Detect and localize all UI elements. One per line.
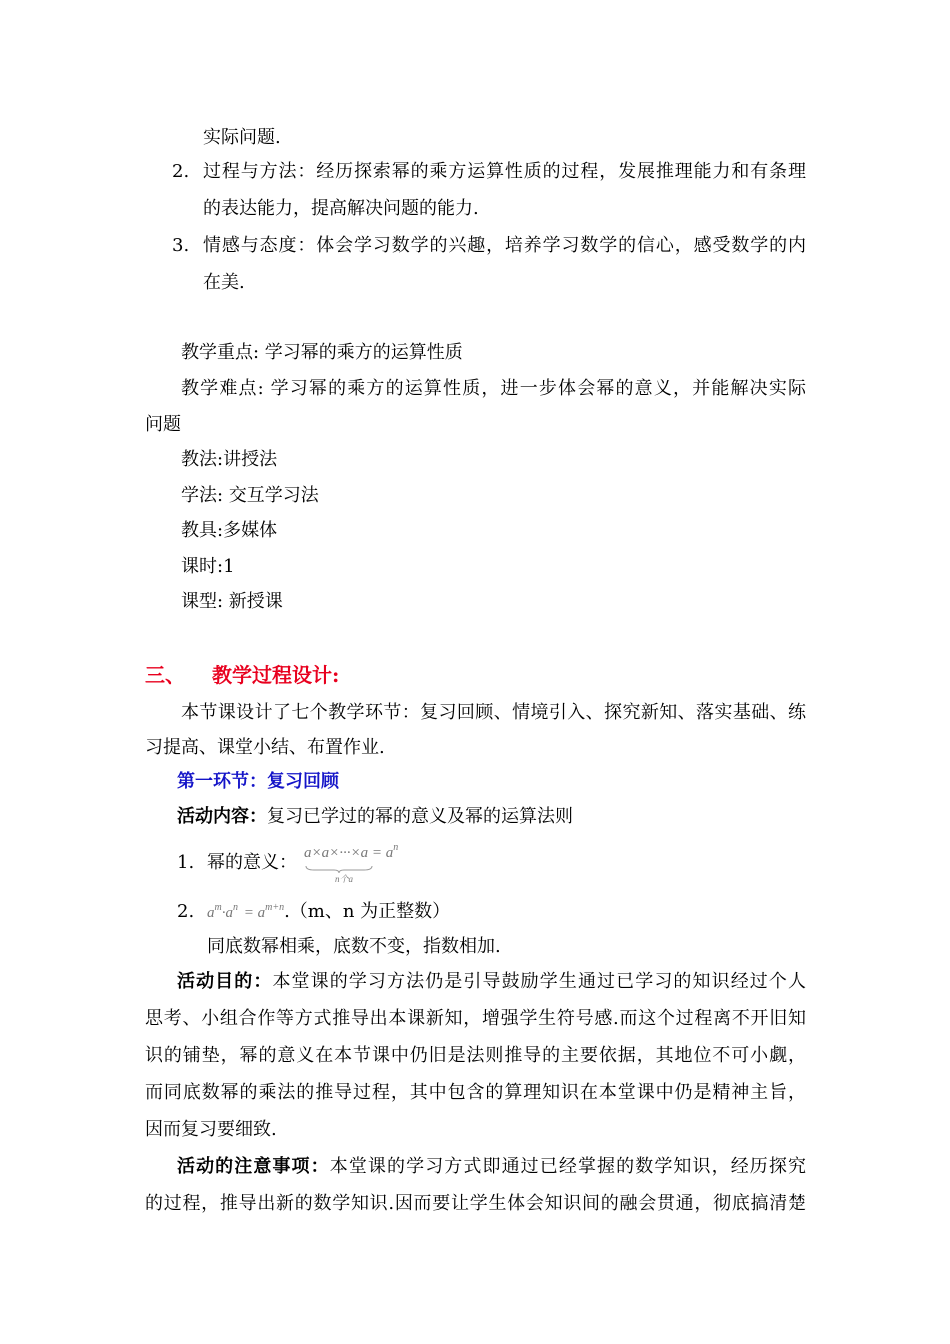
formula-base: a <box>304 845 312 861</box>
rule-base-1: a <box>207 905 215 921</box>
teaching-tools: 教具:多媒体 <box>181 520 278 541</box>
power-definition-formula <box>304 843 398 865</box>
activity-purpose-line5: 因而复习要细致. <box>145 1119 277 1140</box>
rule-explanation: 同底数幂相乘，底数不变，指数相加. <box>207 936 501 957</box>
activity-content-text: 复习已学过的幂的意义及幂的运算法则 <box>267 806 573 827</box>
key-point: 教学重点: 学习幂的乘方的运算性质 <box>181 342 463 363</box>
activity-purpose-line4: 而同底数幂的乘法的推导过程，其中包含的算理知识在本堂课中仍是精神主旨， <box>145 1082 806 1103</box>
activity-notes-text: 本堂课的学习方式即通过已经掌握的数学知识，经历探究 <box>329 1156 806 1177</box>
goal-item3-line1: 情感与态度：体会学习数学的兴趣，培养学习数学的信心，感受数学的内 <box>203 235 806 256</box>
review-item2-number: 2. <box>177 901 195 922</box>
teaching-method: 教法:讲授法 <box>181 449 278 470</box>
formula-equals: = a <box>371 845 394 861</box>
lesson-type: 课型: 新授课 <box>181 591 283 612</box>
rule-exp-sum: m+n <box>265 902 285 913</box>
rule-equals: = a <box>243 905 266 921</box>
review-item1-number: 1. <box>177 852 195 873</box>
section-number: 三、 <box>145 663 185 687</box>
section-intro-line2: 习提高、课堂小结、布置作业. <box>145 737 385 758</box>
rule-condition: .（m、n 为正整数） <box>284 901 451 922</box>
activity-purpose-line2: 思考、小组合作等方式推导出本课新知，增强学生符号感.而这个过程离不开旧知 <box>145 1008 806 1029</box>
rule-exp-n: n <box>232 902 238 913</box>
formula-underbrace-label: n个a <box>335 874 354 884</box>
goal-item3-number: 3. <box>172 235 190 256</box>
goal-item1-tail: 实际问题. <box>203 127 281 148</box>
activity-purpose-label: 活动目的： <box>177 971 273 992</box>
rule-dot-base-2: ·a <box>221 905 233 921</box>
formula-exponent: n <box>393 842 399 853</box>
activity-purpose-line3: 识的铺垫，幂的意义在本节课中仍旧是法则推导的主要依据，其地位不可小觑， <box>145 1045 806 1066</box>
difficulty-line1: 教学难点: 学习幂的乘方的运算性质，进一步体会幂的意义，并能解决实际 <box>181 378 806 399</box>
activity-content <box>177 805 573 829</box>
activity-purpose-line1 <box>177 970 806 994</box>
activity-notes-label: 活动的注意事项： <box>177 1156 330 1177</box>
section-title: 教学过程设计: <box>212 663 340 687</box>
difficulty-line2: 问题 <box>145 414 181 435</box>
activity-content-label: 活动内容： <box>177 806 267 827</box>
formula-product: ×a×···×a <box>311 845 369 861</box>
review-item1-label: 幂的意义： <box>207 852 297 873</box>
stage1-heading: 第一环节：复习回顾 <box>177 771 339 792</box>
learning-method: 学法: 交互学习法 <box>181 485 319 506</box>
goal-item2-line1: 过程与方法：经历探索幂的乘方运算性质的过程，发展推理能力和有条理 <box>203 161 806 182</box>
goal-item2-line2: 的表达能力，提高解决问题的能力. <box>203 198 479 219</box>
goal-item2-number: 2. <box>172 161 190 182</box>
rule-exp-m: m <box>214 902 222 913</box>
class-periods: 课时:1 <box>181 556 235 577</box>
activity-notes-line1 <box>177 1155 806 1179</box>
section-intro-line1: 本节课设计了七个教学环节：复习回顾、情境引入、探究新知、落实基础、练 <box>181 702 806 723</box>
power-product-rule <box>207 900 450 927</box>
activity-purpose-text: 本堂课的学习方法仍是引导鼓励学生通过已学习的知识经过个人 <box>272 971 806 992</box>
goal-item3-line2: 在美. <box>203 272 245 293</box>
activity-notes-line2: 的过程，推导出新的数学知识.因而要让学生体会知识间的融会贯通，彻底搞清楚 <box>145 1193 806 1214</box>
